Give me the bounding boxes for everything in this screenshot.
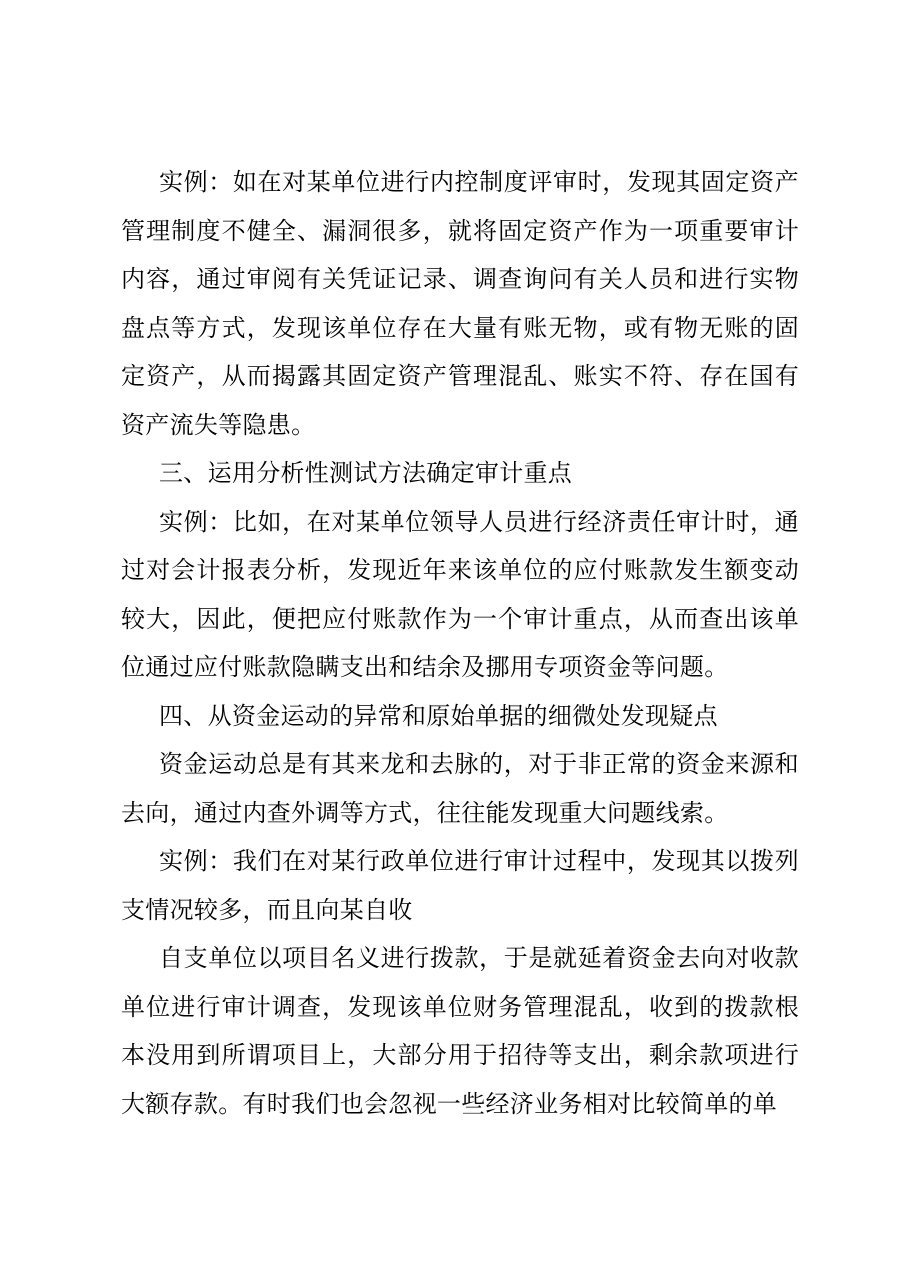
heading-section-three: 三、运用分析性测试方法确定审计重点 [159, 459, 573, 487]
paragraph-example-administrative-unit: 实例：我们在对某行政单位进行审计过程中，发现其以拨列支情况较多，而且向某自收 [121, 847, 799, 924]
paragraph-fund-flow: 资金运动总是有其来龙和去脉的，对于非正常的资金来源和去向，通过内查外调等方式，往往能发现重大问题线索。 [121, 750, 799, 827]
paragraph-example-accounts-payable: 实例：比如，在对某单位领导人员进行经济责任审计时，通过对会计报表分析，发现近年来该单位的应付账款发生额变动较大，因此，便把应付账款作为一个审计重点，从而查出该单位通过应付账款隐瞒支出和结余及挪用专项资金等问题。 [121, 507, 799, 681]
heading-section-four: 四、从资金运动的异常和原始单据的细微处发现疑点 [159, 701, 718, 730]
document-body [121, 158, 799, 1128]
paragraph-example-fixed-assets: 实例：如在对某单位进行内控制度评审时，发现其固定资产管理制度不健全、漏洞很多，就将固定资产作为一项重要审计内容，通过审阅有关凭证记录、调查询问有关人员和进行实物盘点等方式，发现该单位存在大量有账无物，或有物无账的固定资产，从而揭露其固定资产管理混乱、账实不符、存在国有资产流失等隐患。 [121, 168, 799, 439]
paragraph-self-funded-unit: 自支单位以项目名义进行拨款，于是就延着资金去向对收款单位进行审计调查，发现该单位财务管理混乱，收到的拨款根本没用到所谓项目上，大部分用于招待等支出，剩余款项进行大额存款。有时我们也会忽视一些经济业务相对比较简单的单 [121, 944, 799, 1118]
